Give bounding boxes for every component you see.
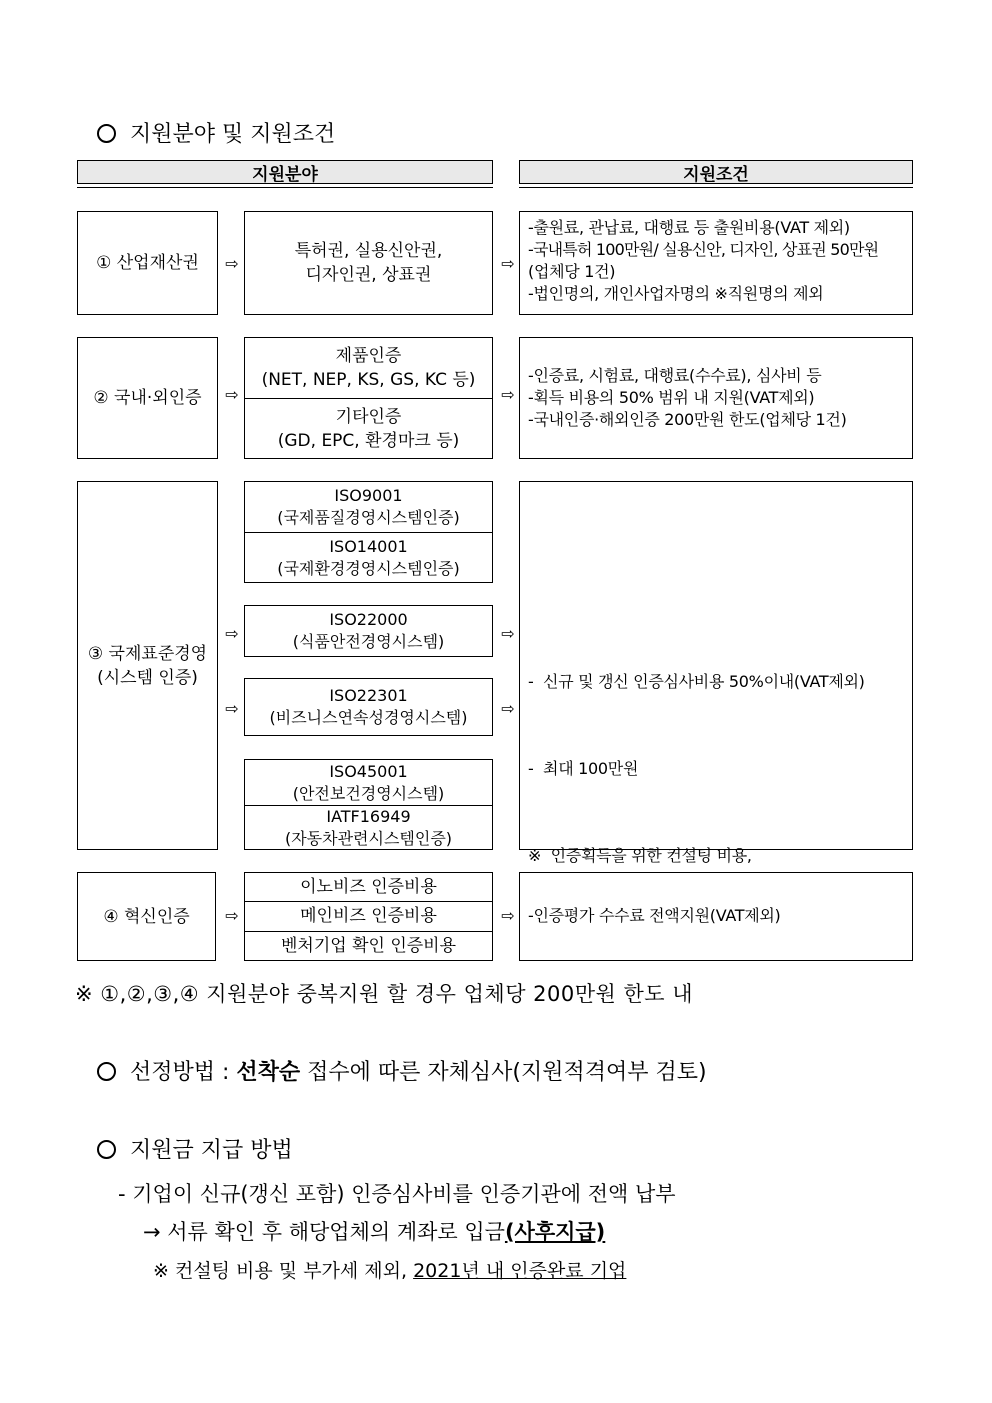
item-innovation-cert: [244, 872, 493, 961]
section-title-payment: 지원금 지급 방법: [97, 1136, 293, 1166]
item-iso22301: ISO22301 (비즈니스연속성경영시스템): [244, 678, 493, 736]
category-industrial-property: ① 산업재산권: [77, 211, 218, 315]
section-title-support: 지원분야 및 지원조건: [97, 120, 335, 150]
item-iso22000: ISO22000 (식품안전경영시스템): [244, 605, 493, 657]
item-product-cert: 제품인증 (NET, NEP, KS, GS, KC 등): [261, 346, 476, 390]
note-duplicate-limit: ※ ①,②,③,④ 지원분야 중복지원 할 경우 업체당 200만원 한도 내: [75, 982, 694, 1006]
bullet-circle-icon: [97, 1140, 116, 1159]
arrow-right-icon: ⇨: [501, 699, 515, 718]
condition-line: -획득 비용의 50% 범위 내 지원(VAT제외): [528, 388, 815, 407]
item-iatf16949: IATF16949 (자동차관련시스템인증): [284, 807, 453, 848]
arrow-right-icon: ⇨: [225, 699, 239, 718]
header-support-field: 지원분야: [77, 160, 493, 184]
item-iso14001: ISO14001 (국제환경경영시스템인증): [277, 537, 460, 578]
condition-line: -국내특허 100만원/ 실용신안, 디자인, 상표권 50만원: [528, 240, 879, 259]
condition-line: - 최대 100만원: [528, 759, 639, 778]
item-other-cert: 기타인증 (GD, EPC, 환경마크 등): [277, 407, 460, 451]
arrow-right-icon: ⇨: [501, 906, 515, 925]
payment-line-2: → 서류 확인 후 해당업체의 계좌로 입금(사후지급): [143, 1220, 606, 1244]
payment-note: ※ 컨설팅 비용 및 부가세 제외, 2021년 내 인증완료 기업: [153, 1260, 627, 1282]
condition-line: -국내인증·해외인증 200만원 한도(업체당 1건): [528, 410, 847, 429]
item-iso-group-1: [244, 481, 493, 583]
arrow-right-icon: ⇨: [501, 624, 515, 643]
arrow-right-icon: ⇨: [501, 254, 515, 273]
item-iso9001: ISO9001 (국제품질경영시스템인증): [277, 486, 460, 527]
arrow-right-icon: ⇨: [225, 254, 239, 273]
condition-line: -인증료, 시험료, 대행료(수수료), 심사비 등: [528, 366, 822, 385]
condition-line: -법인명의, 개인사업자명의 ※직원명의 제외: [528, 284, 824, 303]
item-innobiz: 이노비즈 인증비용: [300, 877, 437, 897]
condition-industrial-property: [519, 211, 913, 315]
item-domestic-foreign-cert: [244, 337, 493, 459]
bullet-circle-icon: [97, 124, 116, 143]
item-iso45001: ISO45001 (안전보건경영시스템): [292, 761, 445, 803]
condition-line: -인증평가 수수료 전액지원(VAT제외): [528, 906, 781, 925]
condition-innovation-cert: [519, 872, 913, 961]
category-innovation-cert: ④ 혁신인증: [77, 872, 216, 961]
payment-line-1: - 기업이 신규(갱신 포함) 인증심사비를 인증기관에 전액 납부: [118, 1182, 676, 1206]
condition-line: -출원료, 관납료, 대행료 등 출원비용(VAT 제외): [528, 218, 850, 237]
condition-domestic-foreign-cert: [519, 337, 913, 459]
condition-international-standard: [519, 481, 913, 865]
category-international-standard: ③ 국제표준경영 (시스템 인증): [77, 481, 218, 850]
bullet-circle-icon: [97, 1062, 116, 1081]
arrow-right-icon: ⇨: [225, 906, 239, 925]
condition-line: - 신규 및 갱신 인증심사비용 50%이내(VAT제외): [528, 672, 865, 691]
item-industrial-property: 특허권, 실용신안권, 디자인권, 상표권: [244, 211, 493, 315]
arrow-right-icon: ⇨: [501, 385, 515, 404]
category-domestic-foreign-cert: ② 국내·외인증: [77, 337, 218, 459]
arrow-right-icon: ⇨: [225, 385, 239, 404]
item-venture: 벤처기업 확인 인증비용: [280, 936, 457, 956]
condition-line: ※ 인증획득을 위한 컨설팅 비용,: [528, 846, 752, 865]
header-support-condition: 지원조건: [519, 160, 913, 184]
condition-line: (업체당 1건): [528, 262, 616, 281]
section-title-selection: 선정방법 : 선착순 접수에 따른 자체심사(지원적격여부 검토): [97, 1058, 707, 1088]
item-mainbiz: 메인비즈 인증비용: [300, 906, 437, 926]
item-iso-group-2: [244, 759, 493, 850]
arrow-right-icon: ⇨: [225, 624, 239, 643]
